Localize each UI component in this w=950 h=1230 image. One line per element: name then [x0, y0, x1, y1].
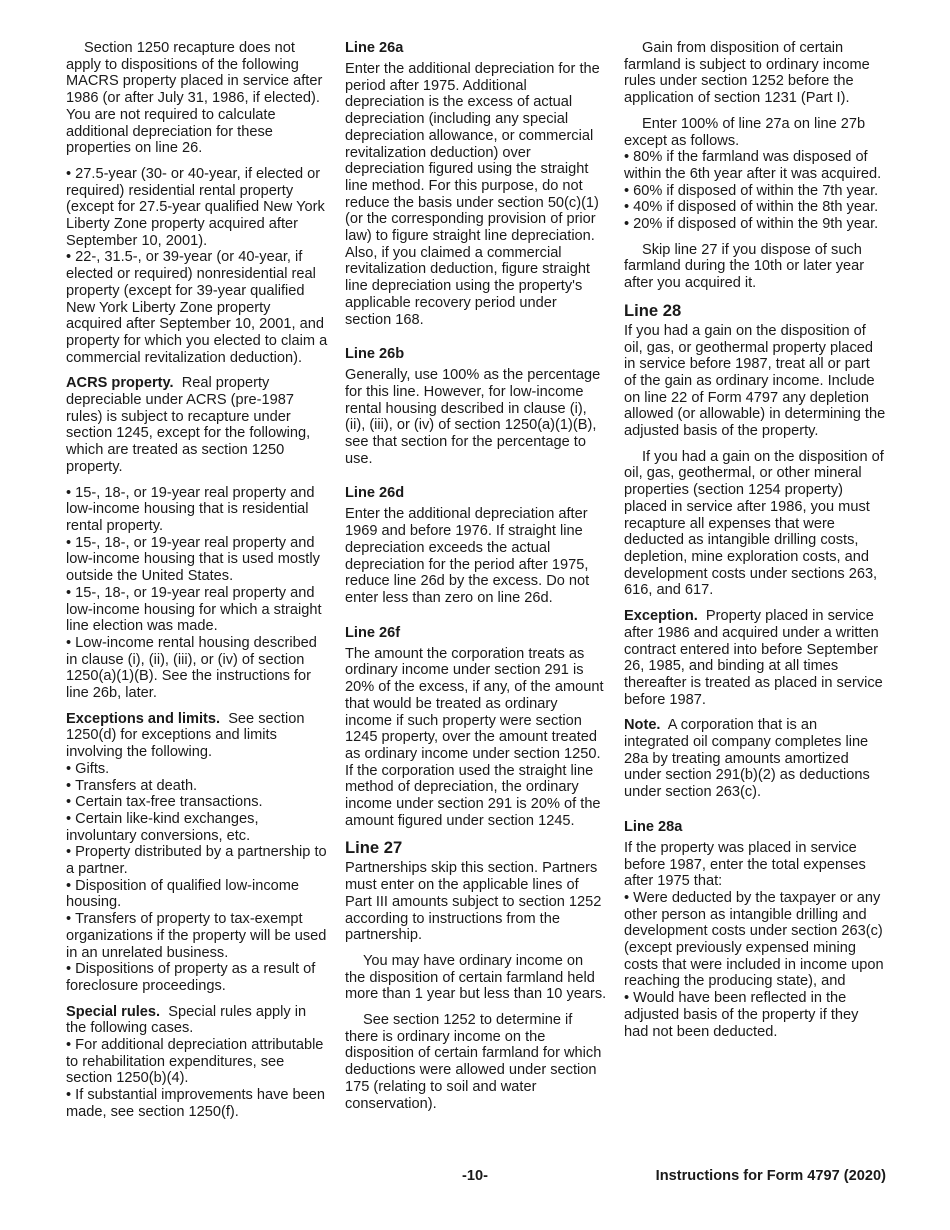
paragraph-special-rules: [66, 1004, 328, 1037]
text-note: A corporation that is an integrated oil company completes line 28a by treating amounts amortized under section 291(b)(2) as deductions under section 263(c).: [624, 717, 870, 801]
bullet-exception-4: • Certain like-kind exchanges, involuntary conversions, etc.: [66, 811, 328, 844]
bullet-acrs-4: • Low-income rental housing described in clause (i), (ii), (iii), or (iv) of section 1250(a)(1)(B). See the instructions for line 26b, later.: [66, 635, 328, 702]
text-exceptions: See section 1250(d) for exceptions and limits involving the following.: [66, 710, 305, 761]
bullet-exception-3: • Certain tax-free transactions.: [66, 794, 328, 811]
paragraph-acrs: [66, 375, 328, 475]
bullet-20-percent: • 20% if disposed of within the 9th year.: [624, 216, 886, 233]
paragraph-line-26a: Enter the additional depreciation for the period after 1975. Additional depreciation is the excess of actual depreciation (including any special depreciation allowance, or commercial revitalization deduction) over depreciation figured using the straight line method. For this purpose, do not reduce the basis under section 50(c)(1) (or the corresponding provision of prior law) to figure straight line depreciation. Also, if you claimed a commercial revitalization deduction, figure straight line depreciation using the property's applicable recovery period under section 168.: [345, 61, 600, 328]
column-left: [66, 40, 328, 1121]
heading-line-26a: Line 26a: [345, 40, 404, 56]
bullet-exception-7: • Transfers of property to tax-exempt organizations if the property will be used in an unrelated business.: [66, 911, 328, 961]
bullet-acrs-3: • 15-, 18-, or 19-year real property and low-income housing for which a straight line election was made.: [66, 585, 328, 635]
bullet-80-percent: • 80% if the farmland was disposed of within the 6th year after it was acquired.: [624, 149, 886, 182]
text-special-rules: Special rules apply in the following cases.: [66, 1003, 307, 1037]
column-middle: [345, 40, 607, 1121]
bullet-nonresidential: • 22-, 31.5-, or 39-year (or 40-year, if elected or required) nonresidential real property (except for 39-year qualified New York Liberty Zone property acquired after September 10, 2001, and property for which you elected to claim a commercial revitalization deduction).: [66, 249, 328, 366]
heading-line-26f: Line 26f: [345, 624, 401, 641]
bullet-acrs-1: • 15-, 18-, or 19-year real property and low-income housing that is residential rental property.: [66, 485, 328, 535]
paragraph-line-26b: Generally, use 100% as the percentage for this line. However, for low-income rental housing described in clause (i), (ii), (iii), or (iv) of section 1250(a)(1)(B), see that section for the percentage to use.: [345, 367, 601, 467]
paragraph-exception: [624, 608, 886, 708]
document-title: Instructions for Form 4797 (2020): [655, 1168, 886, 1184]
paragraph-farmland-gain: Gain from disposition of certain farmland is subject to ordinary income rules under section 1252 before the application of section 1231 (Part I).: [624, 40, 870, 107]
bullet-60-percent: • 60% if disposed of within the 7th year.: [624, 183, 886, 200]
paragraph-line-27-farmland: You may have ordinary income on the disposition of certain farmland held more than 1 year but less than 10 years.: [345, 952, 607, 1003]
heading-note: Note.: [624, 717, 661, 734]
paragraph-line-28-section-1254: If you had a gain on the disposition of oil, gas, geothermal, or other mineral properties (section 1254 property) placed in service after 1986, you must recapture all expenses that were deducted as intangible drilling costs, depletion, mine exploration costs, and development costs under sections 263, 616, and 617.: [624, 448, 884, 599]
bullet-acrs-2: • 15-, 18-, or 19-year real property and low-income housing that is used mostly outside the United States.: [66, 535, 328, 585]
bullet-special-2: • If substantial improvements have been made, see section 1250(f).: [66, 1087, 328, 1120]
heading-line-26d: Line 26d: [345, 485, 405, 502]
bullet-exception-6: • Disposition of qualified low-income housing.: [66, 878, 328, 911]
page-number: -10-: [462, 1168, 488, 1184]
heading-line-27: Line 27: [345, 838, 403, 858]
heading-exception: Exception.: [624, 608, 698, 625]
heading-special-rules: Special rules.: [66, 1003, 161, 1020]
bullet-28a-adjusted-basis: • Would have been reflected in the adjusted basis of the property if they had not been deducted.: [624, 990, 886, 1040]
paragraph-line-28-oil-gas: If you had a gain on the disposition of oil, gas, or geothermal property placed in service before 1987, treat all or part of the gain as ordinary income. Include on line 22 of Form 4797 any depletion allowed (or allowable) in determining the adjusted basis of the property.: [624, 322, 886, 440]
bullet-special-1: • For additional depreciation attributable to rehabilitation expenditures, see section 1250(b)(4).: [66, 1037, 328, 1087]
bullet-residential-rental: • 27.5-year (30- or 40-year, if elected or required) residential rental property (except for 27.5-year qualified New York Liberty Zone property acquired after September 10, 2001).: [66, 166, 328, 250]
bullet-28a-deducted: • Were deducted by the taxpayer or any other person as intangible drilling and development costs under section 263(c) (except previously expensed mining costs that were included in income upon reaching the producing state), and: [624, 890, 886, 990]
paragraph-line-26f: The amount the corporation treats as ordinary income under section 291 is 20% of the excess, if any, of the amount that would be treated as ordinary income if such property were section 1245 property, over the amount treated as ordinary income under section 1250. If the corporation used the straight line method of depreciation, the ordinary income under section 291 is 20% of the amount figured under section 1245.: [345, 645, 604, 829]
heading-line-28a: Line 28a: [624, 818, 683, 835]
column-right: [624, 40, 886, 1040]
paragraph-line-28a: If the property was placed in service before 1987, enter the total expenses after 1975 that:: [624, 839, 866, 890]
paragraph-note: [624, 717, 886, 801]
paragraph-line-27-section-1252: See section 1252 to determine if there is ordinary income on the disposition of certain farmland for which deductions were allowed under section 175 (relating to soil and water conservation).: [345, 1012, 602, 1112]
heading-acrs: ACRS property.: [66, 375, 174, 392]
paragraph-line-26d: Enter the additional depreciation after 1969 and before 1976. If straight line depreciation exceeds the actual depreciation for the period after 1975, reduce line 26d by the excess. Do not enter less than zero on line 26d.: [345, 506, 590, 606]
bullet-exception-1: • Gifts.: [66, 761, 328, 778]
text-exception: Property placed in service after 1986 and acquired under a written contract entered into before September 26, 1985, and binding at all times thereafter is treated as placed in service before 1987.: [624, 608, 883, 708]
heading-line-26b: Line 26b: [345, 346, 405, 363]
paragraph-skip-line-27: Skip line 27 if you dispose of such farmland during the 10th or later year after you acquired it.: [624, 241, 865, 292]
heading-line-28: Line 28: [624, 300, 682, 320]
bullet-exception-8: • Dispositions of property as a result of foreclosure proceedings.: [66, 961, 328, 994]
paragraph-line-27-partnerships: Partnerships skip this section. Partners must enter on the applicable lines of Part III amounts subject to section 1252 according to instructions from the partnership.: [345, 860, 602, 944]
paragraph-exceptions: [66, 711, 328, 761]
paragraph-section-1250: Section 1250 recapture does not apply to dispositions of the following MACRS property placed in service after 1986 (or after July 31, 1986, if elected). You are not required to calculate additional depreciation for these properties on line 26.: [66, 40, 323, 157]
heading-exceptions: Exceptions and limits.: [66, 710, 221, 727]
paragraph-enter-100: Enter 100% of line 27a on line 27b except as follows.: [624, 115, 866, 149]
text-acrs: Real property depreciable under ACRS (pre-1987 rules) is subject to recapture under section 1245, except for the following, which are treated as section 1250 property.: [66, 375, 311, 475]
bullet-exception-5: • Property distributed by a partnership to a partner.: [66, 844, 328, 877]
bullet-exception-2: • Transfers at death.: [66, 778, 328, 795]
bullet-40-percent: • 40% if disposed of within the 8th year.: [624, 199, 886, 216]
